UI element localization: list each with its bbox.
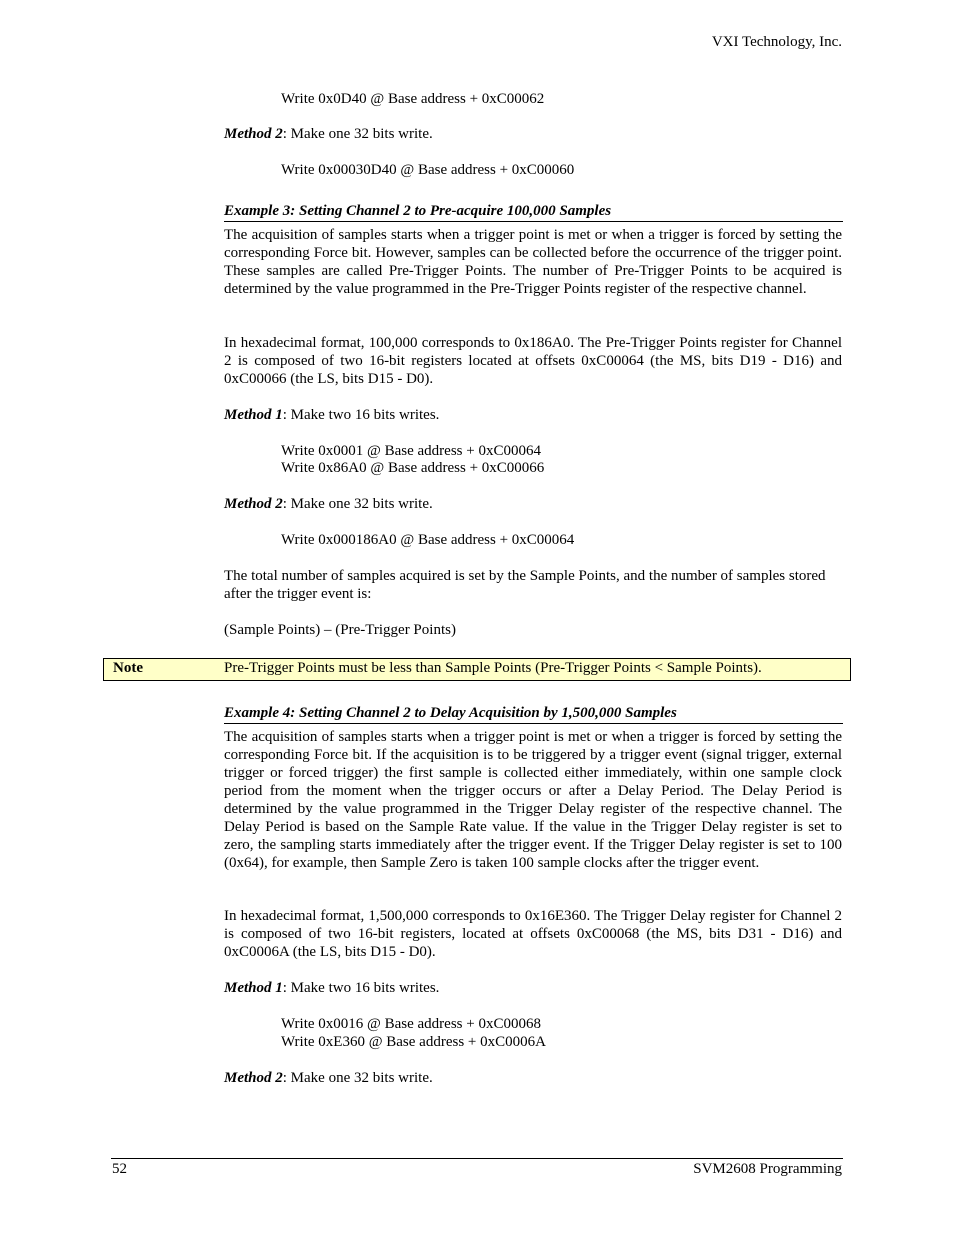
method-text: : Make two 16 bits writes. [282,980,440,996]
example-4-paragraph-2: In hexadecimal format, 1,500,000 corresponds to 0x16E360. The Trigger Delay register for Channel 2 is composed of two 16-bit registers, located at offsets 0xC00068 (the MS, bits D31 - D16) and 0xC0006A (the LS, bits D15 - D0). [224,908,842,960]
code-line: Write 0x86A0 @ Base address + 0xC00066 [281,460,545,476]
code-line: Write 0x0001 @ Base address + 0xC00064 [281,443,541,459]
method-label: Method 2 [224,496,283,512]
example-4-paragraph-1: The acquisition of samples starts when a trigger point is met or when a trigger is forced by setting the corresponding Force bit. If the acquisition is to be triggered by a trigger event (signal trigger, external trigger or forced trigger) the first sample is collected either immediately, within one sample clock period from the moment when the trigger occurs or after a Delay Period. The Delay Period is determined by the value programmed in the Trigger Delay register of the respective channel. The Delay Period is based on the Sample Rate value. If the value in the Trigger Delay register is set to zero, the sampling starts immediately after the trigger event. If the Trigger Delay register is set to 100 (0x64), for example, then Sample Zero is taken 100 sample clocks after the trigger event. [224,729,842,871]
code-line: Write 0xE360 @ Base address + 0xC0006A [281,1034,546,1050]
example-3-title: Example 3: Setting Channel 2 to Pre-acquire 100,000 Samples [224,202,843,222]
method-label: Method 1 [224,980,283,996]
note-label: Note [113,660,143,676]
footer-doc-title: SVM2608 Programming [693,1161,842,1177]
example-4-title: Example 4: Setting Channel 2 to Delay Acquisition by 1,500,000 Samples [224,704,843,724]
code-line: Write 0x0016 @ Base address + 0xC00068 [281,1016,541,1032]
note-text: Pre-Trigger Points must be less than Sample Points (Pre-Trigger Points < Sample Points). [224,660,762,676]
example-3-paragraph-2: In hexadecimal format, 100,000 corresponds to 0x186A0. The Pre-Trigger Points register for Channel 2 is composed of two 16-bit registers located at offsets 0xC00064 (the MS, bits D19 - D16) and 0xC00066 (the LS, bits D15 - D0). [224,335,842,387]
method-1-line [224,406,439,424]
code-line: Write 0x00030D40 @ Base address + 0xC00060 [281,162,575,178]
method-text: : Make one 32 bits write. [282,126,433,142]
formula: (Sample Points) – (Pre-Trigger Points) [224,622,456,638]
method-text: : Make one 32 bits write. [282,1070,433,1086]
code-line: Write 0x000186A0 @ Base address + 0xC00064 [281,532,575,548]
method-2-line [224,1069,433,1087]
example-3-paragraph-1: The acquisition of samples starts when a trigger point is met or when a trigger is forced by setting the corresponding Force bit. However, samples can be collected before the occurrence of the trigger point. These samples are called Pre-Trigger Points. The number of Pre-Trigger Points to be acquired is determined by the value programmed in the Pre-Trigger Points register of the respective channel. [224,227,842,297]
method-1-line [224,979,439,997]
method-2-line [224,125,433,143]
example-3-paragraph-3: The total number of samples acquired is set by the Sample Points, and the number of samples stored after the trigger event is: [224,568,826,602]
page-number: 52 [112,1161,127,1177]
method-2-line [224,495,433,513]
method-text: : Make one 32 bits write. [282,496,433,512]
method-label: Method 2 [224,1070,283,1086]
footer-divider [111,1158,843,1159]
code-line: Write 0x0D40 @ Base address + 0xC00062 [281,91,545,107]
note-box [103,658,851,681]
method-label: Method 1 [224,407,283,423]
method-label: Method 2 [224,126,283,142]
method-text: : Make two 16 bits writes. [282,407,440,423]
header-company: VXI Technology, Inc. [711,34,842,50]
